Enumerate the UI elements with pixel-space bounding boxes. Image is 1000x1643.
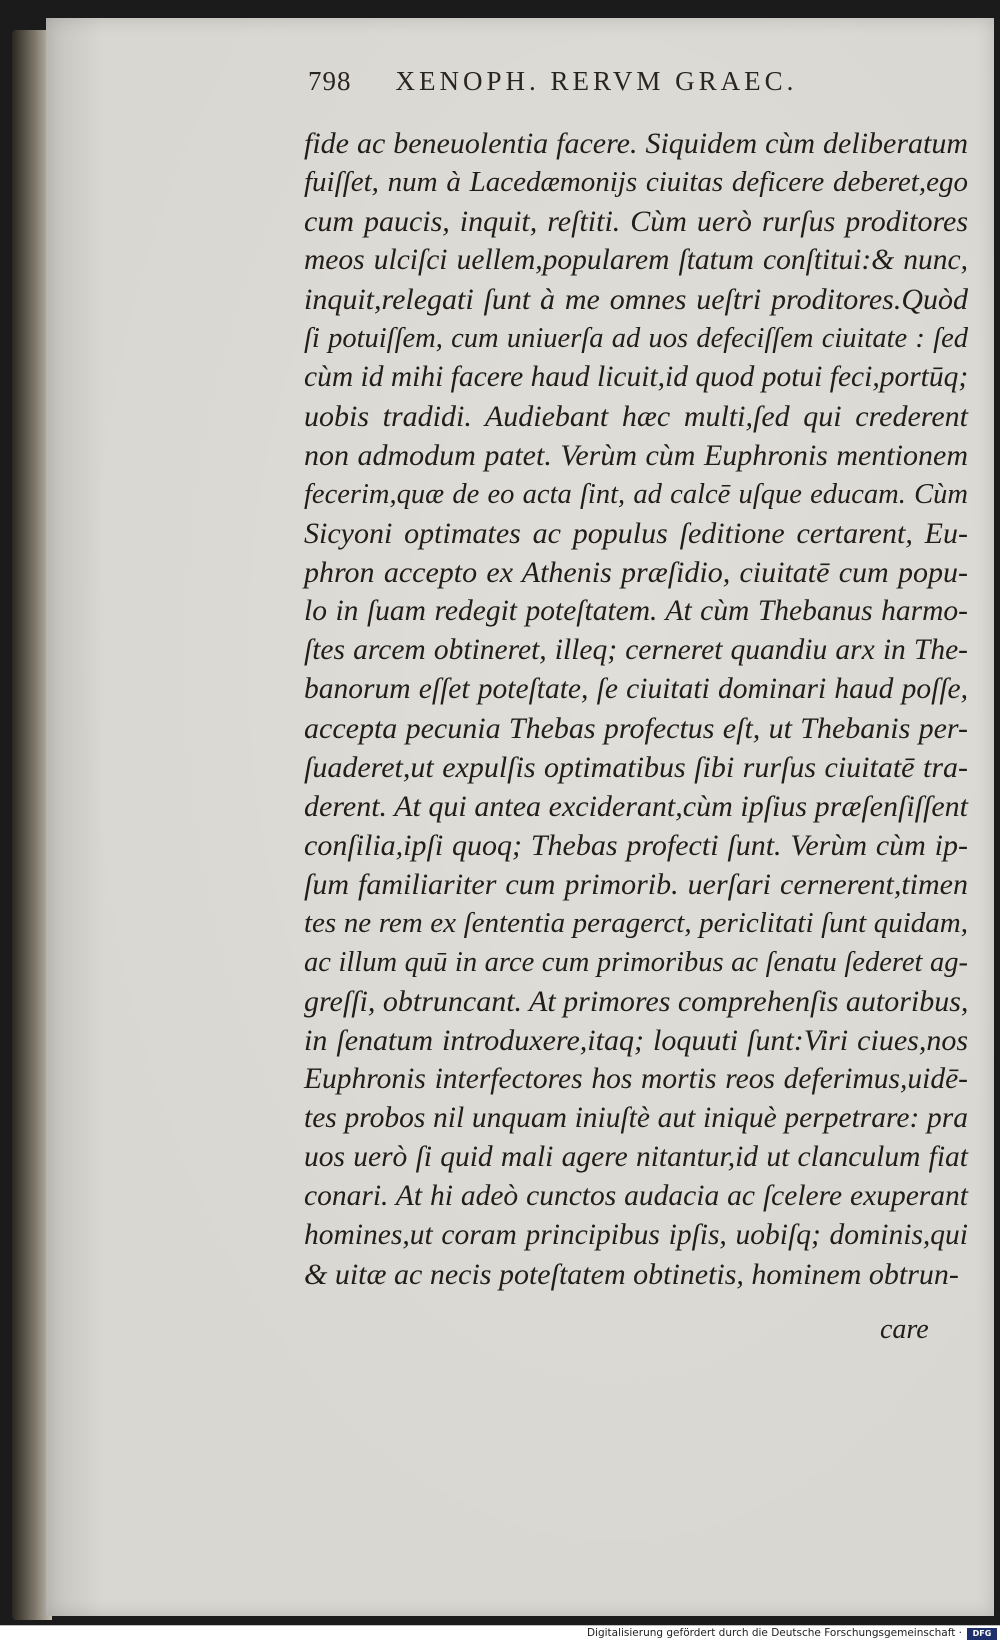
text-line bbox=[304, 709, 968, 748]
text-line-content: non admodum patet. Verùm cùm Euphronis mentionem bbox=[304, 439, 968, 472]
text-line bbox=[304, 1099, 968, 1138]
text-line-content: accepta pecunia Thebas profectus eſt, ut Thebanis per- bbox=[304, 712, 968, 745]
text-line-content: fecerim,quæ de eo acta ſint, ad calcē uſque educam. Cùm bbox=[304, 479, 968, 510]
text-line-content: uos uerò ſi quid mali agere nitantur,id ut clanculum fiat bbox=[304, 1141, 968, 1173]
text-line bbox=[304, 1177, 968, 1216]
text-line bbox=[304, 202, 968, 241]
text-line-content: fide ac beneuolentia facere. Siquidem cùm deliberatum bbox=[304, 127, 968, 160]
text-line bbox=[304, 475, 968, 514]
catchword: care bbox=[880, 1314, 929, 1345]
text-line bbox=[304, 1060, 968, 1099]
text-line-content: inquit,relegati ſunt à me omnes ueſtri proditores.Quòd bbox=[304, 283, 968, 316]
text-line bbox=[304, 514, 968, 553]
text-line bbox=[304, 826, 968, 865]
text-line bbox=[304, 163, 968, 202]
text-line-content: phron accepto ex Athenis præſidio, ciuitatē cum popu- bbox=[304, 556, 968, 589]
text-line bbox=[304, 943, 968, 982]
text-line-content: fuiſſet, num à Lacedæmonijs ciuitas deficere deberet,ego bbox=[304, 166, 968, 198]
text-line bbox=[304, 280, 968, 319]
text-line bbox=[304, 436, 968, 475]
text-line bbox=[304, 748, 968, 787]
text-line bbox=[304, 865, 968, 904]
text-line-content: banorum eſſet poteſtate, ſe ciuitati dominari haud poſſe, bbox=[304, 673, 968, 705]
text-line bbox=[304, 397, 968, 436]
text-line-content: conari. At hi adeò cunctos audacia ac ſcelere exuperant bbox=[304, 1180, 968, 1212]
body-text bbox=[304, 124, 968, 1294]
text-line bbox=[304, 124, 968, 163]
text-line-content: tes probos nil unquam iniuſtè aut iniquè perpetrare: pra bbox=[304, 1102, 968, 1134]
text-line-content: meos ulciſci uellem,popularem ſtatum conſtitui:& nunc, bbox=[304, 244, 968, 276]
text-line-content: ac illum quū in arce cum primoribus ac ſenatu ſederet ag- bbox=[304, 947, 968, 978]
text-line-content: ſum familiariter cum primorib. uerſari cernerent,timen bbox=[304, 868, 968, 901]
text-line-content: & uitæ ac necis poteſtatem obtinetis, hominem obtrun- bbox=[304, 1258, 959, 1291]
text-line bbox=[304, 1255, 968, 1294]
text-line bbox=[304, 982, 968, 1021]
text-line-content: ſi potuiſſem, cum uniuerſa ad uos defeciſſem ciuitate : ſed bbox=[304, 323, 968, 354]
text-line-content: ſuaderet,ut expulſis optimatibus ſibi rurſus ciuitatē tra- bbox=[304, 751, 968, 784]
funding-credit: Digitalisierung gefördert durch die Deutsche Forschungsgemeinschaft · bbox=[586, 1627, 962, 1639]
text-line bbox=[304, 319, 968, 358]
text-line-content: homines,ut coram principibus ipſis, uobiſq; dominis,qui bbox=[304, 1219, 968, 1251]
text-line-content: greſſi, obtruncant. At primores comprehenſis autoribus, bbox=[304, 985, 969, 1018]
text-line-content: derent. At qui antea exciderant,cùm ipſius præſenſiſſent bbox=[304, 790, 968, 823]
text-line bbox=[304, 592, 968, 631]
text-line-content: in ſenatum introduxere,itaq; loquuti ſunt:Viri ciues,nos bbox=[304, 1024, 968, 1057]
text-line-content: tes ne rem ex ſententia peragerct, periclitati ſunt quidam, bbox=[304, 907, 968, 939]
page-number: 798 bbox=[308, 66, 352, 96]
text-line bbox=[304, 1216, 968, 1255]
text-line bbox=[304, 1138, 968, 1177]
text-line bbox=[304, 631, 968, 670]
text-line-content: Sicyoni optimates ac populus ſeditione certarent, Eu- bbox=[304, 517, 968, 550]
text-line-content: lo in ſuam redegit poteſtatem. At cùm Thebanus harmo- bbox=[304, 595, 968, 627]
text-line-content: ſtes arcem obtineret, illeq; cerneret quandiu arx in The- bbox=[304, 634, 968, 666]
text-line-content: uobis tradidi. Audiebant hæc multi,ſed qui crederent bbox=[304, 400, 968, 433]
text-line bbox=[304, 358, 968, 397]
text-line bbox=[304, 787, 968, 826]
page-header bbox=[308, 66, 968, 112]
text-line-content: cum paucis, inquit, reſtiti. Cùm uerò rurſus proditores bbox=[304, 205, 968, 238]
running-title: XENOPH. RERVM GRAEC. bbox=[395, 66, 798, 96]
text-line bbox=[304, 553, 968, 592]
footer-bar bbox=[0, 1625, 1000, 1643]
dfg-logo-icon: DFG bbox=[967, 1628, 997, 1640]
text-line-content: conſilia,ipſi quoq; Thebas profecti ſunt. Verùm cùm ip- bbox=[304, 829, 968, 862]
text-line-content: Euphronis interfectores hos mortis reos deferimus,uidē- bbox=[304, 1063, 968, 1095]
text-line bbox=[304, 904, 968, 943]
text-line-content: cùm id mihi facere haud licuit,id quod potui feci,portūq; bbox=[304, 361, 969, 393]
text-line bbox=[304, 1021, 968, 1060]
text-line bbox=[304, 670, 968, 709]
text-line bbox=[304, 241, 968, 280]
